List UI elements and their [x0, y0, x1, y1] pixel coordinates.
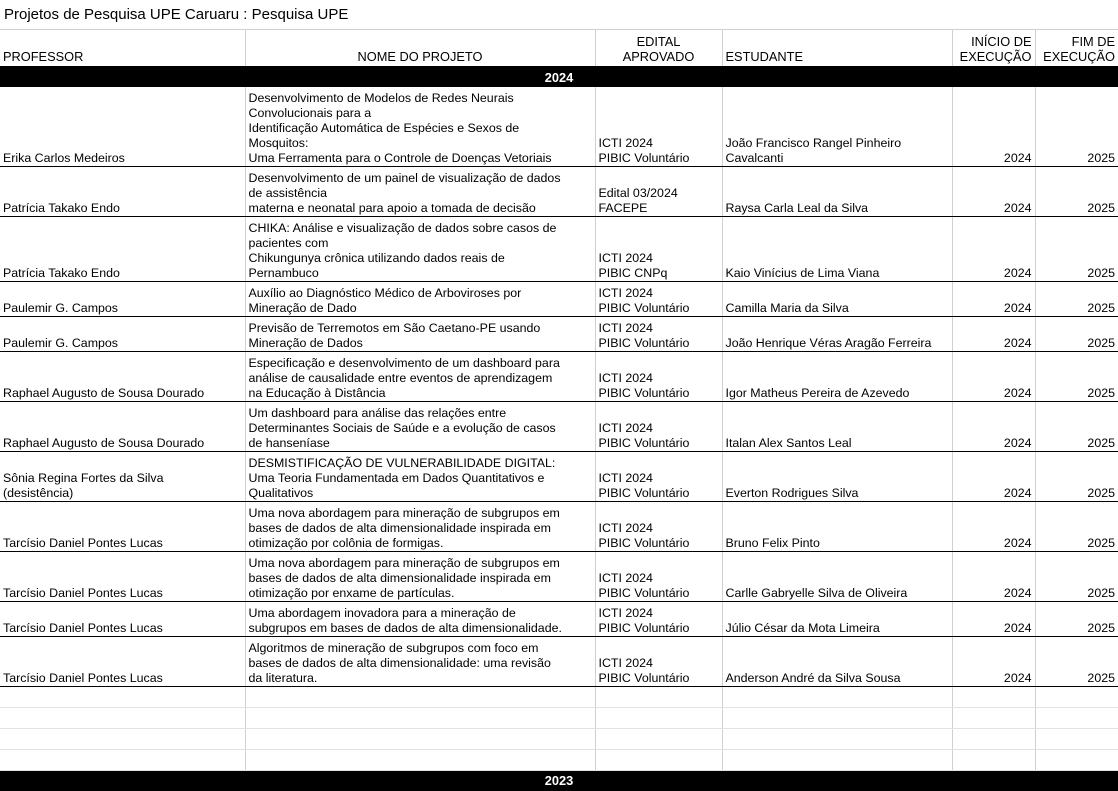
cell-edital[interactable]: ICTI 2024 PIBIC Voluntário — [595, 281, 722, 316]
empty-cell[interactable] — [245, 707, 595, 728]
sheet-title: Projetos de Pesquisa UPE Caruaru : Pesquisa UPE — [0, 0, 1118, 30]
cell-fim[interactable]: 2025 — [1035, 281, 1118, 316]
empty-cell[interactable] — [0, 749, 245, 770]
header-professor[interactable]: PROFESSOR — [0, 30, 245, 67]
empty-row — [0, 728, 1118, 749]
cell-edital[interactable]: Edital 03/2024 FACEPE — [595, 166, 722, 216]
cell-estudante[interactable]: Carlle Gabryelle Silva de Oliveira — [722, 551, 952, 601]
cell-edital[interactable]: ICTI 2024 PIBIC Voluntário — [595, 551, 722, 601]
empty-cell[interactable] — [595, 749, 722, 770]
cell-projeto[interactable]: Desenvolvimento de Modelos de Redes Neurais Convolucionais para a Identificação Automática de Espécies e Sexos de Mosquitos: Uma Ferramenta para o Controle de Doenças Vetoriais — [245, 87, 595, 166]
cell-inicio[interactable]: 2024 — [952, 601, 1035, 636]
table-row — [0, 601, 1118, 636]
cell-projeto[interactable]: Um dashboard para análise das relações entre Determinantes Sociais de Saúde e a evolução de casos de hanseníase — [245, 401, 595, 451]
cell-estudante[interactable]: João Henrique Véras Aragão Ferreira — [722, 316, 952, 351]
cell-professor[interactable]: Raphael Augusto de Sousa Dourado — [0, 401, 245, 451]
empty-cell[interactable] — [722, 686, 952, 707]
cell-edital[interactable]: ICTI 2024 PIBIC Voluntário — [595, 401, 722, 451]
empty-cell[interactable] — [952, 707, 1035, 728]
table-row — [0, 401, 1118, 451]
cell-edital[interactable]: ICTI 2024 PIBIC Voluntário — [595, 451, 722, 501]
header-fim[interactable]: FIM DE EXECUÇÃO — [1035, 30, 1118, 67]
cell-inicio[interactable]: 2024 — [952, 551, 1035, 601]
table-row — [0, 281, 1118, 316]
header-edital[interactable]: EDITAL APROVADO — [595, 30, 722, 67]
cell-fim[interactable]: 2025 — [1035, 216, 1118, 281]
table-row — [0, 216, 1118, 281]
empty-cell[interactable] — [952, 728, 1035, 749]
cell-inicio[interactable]: 2024 — [952, 216, 1035, 281]
empty-cell[interactable] — [722, 728, 952, 749]
empty-cell[interactable] — [0, 707, 245, 728]
cell-inicio[interactable]: 2024 — [952, 351, 1035, 401]
cell-inicio[interactable]: 2024 — [952, 501, 1035, 551]
cell-professor[interactable]: Raphael Augusto de Sousa Dourado — [0, 351, 245, 401]
cell-projeto[interactable]: Especificação e desenvolvimento de um dashboard para análise de causalidade entre eventos de aprendizagem na Educação à Distância — [245, 351, 595, 401]
section-label-2024[interactable]: 2024 — [0, 67, 1118, 88]
cell-projeto[interactable]: CHIKA: Análise e visualização de dados sobre casos de pacientes com Chikungunya crônica utilizando dados reais de Pernambuco — [245, 216, 595, 281]
empty-row — [0, 686, 1118, 707]
cell-projeto[interactable]: Auxílio ao Diagnóstico Médico de Arboviroses por Mineração de Dado — [245, 281, 595, 316]
cell-inicio[interactable]: 2024 — [952, 166, 1035, 216]
table-row — [0, 166, 1118, 216]
cell-fim[interactable]: 2025 — [1035, 401, 1118, 451]
table-row — [0, 351, 1118, 401]
empty-cell[interactable] — [1035, 707, 1118, 728]
cell-edital[interactable]: ICTI 2024 PIBIC Voluntário — [595, 351, 722, 401]
cell-projeto[interactable]: Uma abordagem inovadora para a mineração de subgrupos em bases de dados de alta dimensionalidade. — [245, 601, 595, 636]
cell-professor[interactable]: Tarcísio Daniel Pontes Lucas — [0, 551, 245, 601]
table-row — [0, 316, 1118, 351]
empty-cell[interactable] — [722, 707, 952, 728]
header-estudante[interactable]: ESTUDANTE — [722, 30, 952, 67]
cell-inicio[interactable]: 2024 — [952, 451, 1035, 501]
section-row-2024 — [0, 67, 1118, 88]
cell-projeto[interactable]: DESMISTIFICAÇÃO DE VULNERABILIDADE DIGITAL: Uma Teoria Fundamentada em Dados Quantitativos e Qualitativos — [245, 451, 595, 501]
cell-fim[interactable]: 2025 — [1035, 551, 1118, 601]
cell-inicio[interactable]: 2024 — [952, 401, 1035, 451]
cell-edital[interactable]: ICTI 2024 PIBIC CNPq — [595, 216, 722, 281]
table-row — [0, 551, 1118, 601]
cell-estudante[interactable]: João Francisco Rangel Pinheiro Cavalcanti — [722, 87, 952, 166]
cell-fim[interactable]: 2025 — [1035, 166, 1118, 216]
empty-cell[interactable] — [1035, 686, 1118, 707]
cell-fim[interactable]: 2025 — [1035, 351, 1118, 401]
section-row-2023 — [0, 770, 1118, 791]
cell-projeto[interactable]: Desenvolvimento de um painel de visualização de dados de assistência materna e neonatal para apoio a tomada de decisão — [245, 166, 595, 216]
cell-estudante[interactable]: Bruno Felix Pinto — [722, 501, 952, 551]
table-row — [0, 501, 1118, 551]
cell-fim[interactable]: 2025 — [1035, 501, 1118, 551]
cell-edital[interactable]: ICTI 2024 PIBIC Voluntário — [595, 501, 722, 551]
cell-edital[interactable]: ICTI 2024 PIBIC Voluntário — [595, 601, 722, 636]
cell-estudante[interactable]: Júlio César da Mota Limeira — [722, 601, 952, 636]
header-inicio[interactable]: INÍCIO DE EXECUÇÃO — [952, 30, 1035, 67]
table-row — [0, 87, 1118, 166]
cell-edital[interactable]: ICTI 2024 PIBIC Voluntário — [595, 636, 722, 686]
cell-fim[interactable]: 2025 — [1035, 316, 1118, 351]
empty-cell[interactable] — [595, 707, 722, 728]
cell-professor[interactable]: Patrícia Takako Endo — [0, 166, 245, 216]
projects-table — [0, 30, 1118, 791]
cell-projeto[interactable]: Uma nova abordagem para mineração de subgrupos em bases de dados de alta dimensionalidade inspirada em otimização por colônia de formigas. — [245, 501, 595, 551]
cell-edital[interactable]: ICTI 2024 PIBIC Voluntário — [595, 316, 722, 351]
empty-cell[interactable] — [952, 749, 1035, 770]
cell-professor[interactable]: Tarcísio Daniel Pontes Lucas — [0, 601, 245, 636]
empty-row — [0, 707, 1118, 728]
cell-edital[interactable]: ICTI 2024 PIBIC Voluntário — [595, 87, 722, 166]
cell-estudante[interactable]: Anderson André da Silva Sousa — [722, 636, 952, 686]
cell-professor[interactable]: Tarcísio Daniel Pontes Lucas — [0, 636, 245, 686]
empty-cell[interactable] — [245, 686, 595, 707]
cell-inicio[interactable]: 2024 — [952, 316, 1035, 351]
cell-professor[interactable]: Tarcísio Daniel Pontes Lucas — [0, 501, 245, 551]
cell-fim[interactable]: 2025 — [1035, 87, 1118, 166]
cell-projeto[interactable]: Previsão de Terremotos em São Caetano-PE usando Mineração de Dados — [245, 316, 595, 351]
empty-cell[interactable] — [952, 686, 1035, 707]
empty-row — [0, 749, 1118, 770]
cell-estudante[interactable]: Kaio Vinícius de Lima Viana — [722, 216, 952, 281]
cell-estudante[interactable]: Camilla Maria da Silva — [722, 281, 952, 316]
cell-estudante[interactable]: Raysa Carla Leal da Silva — [722, 166, 952, 216]
cell-inicio[interactable]: 2024 — [952, 87, 1035, 166]
cell-fim[interactable]: 2025 — [1035, 451, 1118, 501]
cell-projeto[interactable]: Algoritmos de mineração de subgrupos com foco em bases de dados de alta dimensionalidade: uma revisão da literatura. — [245, 636, 595, 686]
cell-inicio[interactable]: 2024 — [952, 636, 1035, 686]
table-row — [0, 451, 1118, 501]
header-row — [0, 30, 1118, 67]
empty-cell[interactable] — [1035, 728, 1118, 749]
empty-cell[interactable] — [0, 728, 245, 749]
cell-professor[interactable]: Paulemir G. Campos — [0, 316, 245, 351]
cell-fim[interactable]: 2025 — [1035, 601, 1118, 636]
empty-cell[interactable] — [1035, 749, 1118, 770]
cell-professor[interactable]: Erika Carlos Medeiros — [0, 87, 245, 166]
empty-cell[interactable] — [722, 749, 952, 770]
empty-cell[interactable] — [595, 686, 722, 707]
cell-fim[interactable]: 2025 — [1035, 636, 1118, 686]
empty-cell[interactable] — [595, 728, 722, 749]
empty-cell[interactable] — [0, 686, 245, 707]
cell-estudante[interactable]: Igor Matheus Pereira de Azevedo — [722, 351, 952, 401]
cell-professor[interactable]: Paulemir G. Campos — [0, 281, 245, 316]
empty-cell[interactable] — [245, 728, 595, 749]
empty-cell[interactable] — [245, 749, 595, 770]
header-projeto[interactable]: NOME DO PROJETO — [245, 30, 595, 67]
table-row — [0, 636, 1118, 686]
cell-projeto[interactable]: Uma nova abordagem para mineração de subgrupos em bases de dados de alta dimensionalidade inspirada em otimização por enxame de partículas. — [245, 551, 595, 601]
section-label-2023[interactable]: 2023 — [0, 770, 1118, 791]
cell-estudante[interactable]: Italan Alex Santos Leal — [722, 401, 952, 451]
cell-professor[interactable]: Sônia Regina Fortes da Silva (desistência) — [0, 451, 245, 501]
cell-inicio[interactable]: 2024 — [952, 281, 1035, 316]
cell-professor[interactable]: Patrícia Takako Endo — [0, 216, 245, 281]
cell-estudante[interactable]: Everton Rodrigues Silva — [722, 451, 952, 501]
